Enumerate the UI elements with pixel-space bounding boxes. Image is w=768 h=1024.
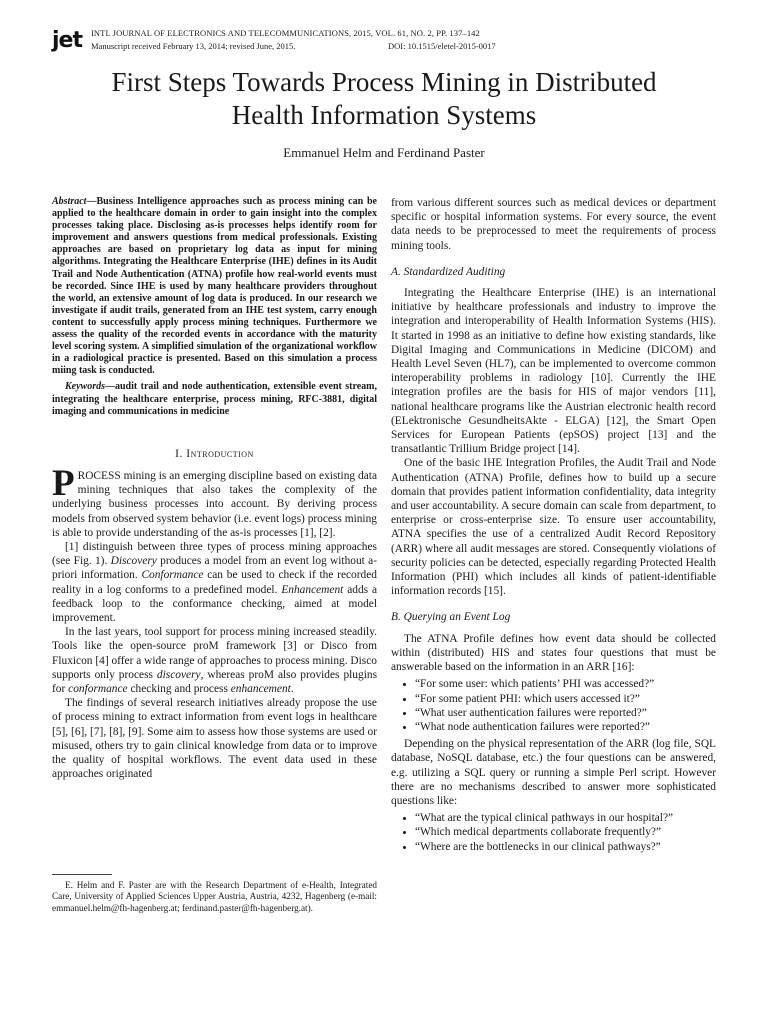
journal-info: INTL JOURNAL OF ELECTRONICS AND TELECOMMUNICATIONS, 2015, VOL. 61, NO. 2, PP. 137–142 <box>91 28 480 38</box>
section-number: I. <box>175 447 183 460</box>
footnote-rule <box>52 874 112 875</box>
list-item: • “Where are the bottlenecks in our clinical pathways?” <box>415 840 716 854</box>
list-item: • “What user authentication failures were reported?” <box>415 706 716 720</box>
intro-paragraph-2: [1] distinguish between three types of process mining approaches (see Fig. 1). Discovery produces a model from an event log without a-priori information. Conformance can be used to check if the recorded reality in a log conforms to a predefined model. Enhancement adds a feedback loop to the conformance checking, aimed at model improvement. <box>52 540 377 624</box>
list-item: • “What node authentication failures were reported?” <box>415 720 716 734</box>
abstract-label: Abstract <box>52 196 87 207</box>
authors: Emmanuel Helm and Ferdinand Paster <box>283 145 485 160</box>
doi: DOI: 10.1515/eletel-2015-0017 <box>388 41 496 51</box>
section-title: Introduction <box>186 447 254 460</box>
section-heading <box>52 447 377 461</box>
list-item: • “Which medical departments collaborate frequently?” <box>415 825 716 839</box>
querying-paragraph-2: Depending on the physical representation of the ARR (log file, SQL database, NoSQL database, etc.) the four questions can be answered, e.g. utilizing a SQL query or running a simple Perl script. However there are no mechanisms described to answer more sophisticated questions like: <box>391 738 716 807</box>
auditing-paragraph-1: Integrating the Healthcare Enterprise (IHE) is an international initiative by healthcare professionals and industry to improve the integration and interoperability of Health Information Systems (HIS). It started in 1998 as an initiative to define how existing standards, like Digital Imaging and Communications in Medicine (DICOM) and Health Level Seven (HL7), can be implemented to overcome common interoperability problems in radiology [10]. Currently the IHE integration profiles are the basis for HIS of major vendors [11], national healthcare programs like the Austrian electronic health record (ELektronische GesundheitsAkte - ELGA) [12], the Smart Open Services for European Patients (epSOS) project [13] and the transatlantic Trillium Bridge project [14]. <box>391 287 716 456</box>
title-line-2: Health Information Systems <box>231 100 537 130</box>
atna-questions-list <box>391 677 716 734</box>
keywords-text: —audit trail and node authentication, extensible event stream, integrating the healthcare enterprise, process mining, RFC-3881, digital imaging and communications in medicine <box>52 381 377 417</box>
sophisticated-questions-list <box>391 811 716 854</box>
paper-title <box>0 66 768 132</box>
intro-paragraph-1: PROCESS mining is an emerging discipline based on existing data mining techniques that also takes the complexity of the underlying business processes into account. By deriving process models from observed system behavior (i.e. event logs) process mining is able to provide understanding of the as-is processes [1], [2]. <box>52 462 377 539</box>
title-line-1: First Steps Towards Process Mining in Distributed <box>111 67 657 97</box>
querying-paragraph-1: The ATNA Profile defines how event data should be collected within (distributed) HIS and states four questions that must be answerable based on the information in an ARR [16]: <box>391 632 716 674</box>
author-footnote: E. Helm and F. Paster are with the Research Department of e-Health, Integrated Care, University of Applied Sciences Upper Austria, Austria, 4232, Hagenberg (e-mail: emmanuel.helm@fh-hagenberg.at; ferdinand.paster@fh-hagenberg.at). <box>52 880 377 913</box>
list-item: • “For some user: which patients’ PHI was accessed?” <box>415 677 716 691</box>
left-column <box>52 196 377 781</box>
abstract-text: —Business Intelligence approaches such as process mining can be applied to the healthcare domain in order to gain insight into the complex processes taking place. Disclosing as-is processes helps identify room for improvement and answers questions from medical professionals. Existing approaches are based on proprietary log data as input for mining algorithms. Integrating the Healthcare Enterprise (IHE) defines in its Audit Trail and Node Authentication (ATNA) profile how real-world events must be recorded. Since IHE is used by many healthcare providers throughout the world, an extensive amount of log data is produced. In our research we investigate if audit trails, generated from an IHE test system, carry enough content to successfully apply process mining techniques. Furthermore we assess the quality of the recorded events in accordance with the maturity level scoring system. A simplified simulation of the organizational workflow in a radiological practice is presented. Based on this simulation a process miing task is conducted. <box>52 196 377 377</box>
keywords-label: Keywords <box>65 381 105 393</box>
journal-logo: jet <box>52 28 82 53</box>
continued-paragraph: from various different sources such as medical devices or department specific or hospital information systems. For every source, the event data needs to be preprocessed to meet the requirements of process mining tools. <box>391 197 716 252</box>
list-item: • “For some patient PHI: which users accessed it?” <box>415 692 716 706</box>
manuscript-dates: Manuscript received February 13, 2014; revised June, 2015. <box>91 41 296 51</box>
keywords <box>52 381 377 417</box>
abstract <box>52 196 377 377</box>
list-item: • “What are the typical clinical pathways in our hospital?” <box>415 811 716 825</box>
right-column <box>391 196 716 857</box>
subsection-a-heading: A. Standardized Auditing <box>391 265 506 278</box>
intro-paragraph-3: In the last years, tool support for process mining increased steadily. Tools like the open-source proM framework [3] or Disco from Fluxicon [4] offer a wide range of approaches to process mining. Disco supports only process discovery, whereas proM also provides plugins for conformance checking and process enhancement. <box>52 626 377 695</box>
drop-cap: P <box>52 462 75 504</box>
intro-paragraph-4: The findings of several research initiatives already propose the use of process mining to extract information from event logs in healthcare [5], [6], [7], [8], [9]. Some aim to assess how those systems are used or misused, others try to gain clinical knowledge from data or to improve the quality of hospital workflows. The event data used in these approaches originated <box>52 697 377 781</box>
page-header <box>52 24 722 58</box>
subsection-b-heading: B. Querying an Event Log <box>391 611 511 624</box>
auditing-paragraph-2: One of the basic IHE Integration Profiles, the Audit Trail and Node Authentication (ATNA) Profile, defines how to build up a secure domain that provides patient information confidentiality, data integrity and user accountability. A secure domain can scale from department, to enterprise or cross-enterprise size. To ensure user accountability, ATNA specifies the use of a centralized Audit Record Repository (ARR) where all audit messages are stored. Consequently violations of security policies can be detected, especially regarding Protected Health Information (PHI) which includes all kinds of patient-identifiable information records [15]. <box>391 457 716 598</box>
